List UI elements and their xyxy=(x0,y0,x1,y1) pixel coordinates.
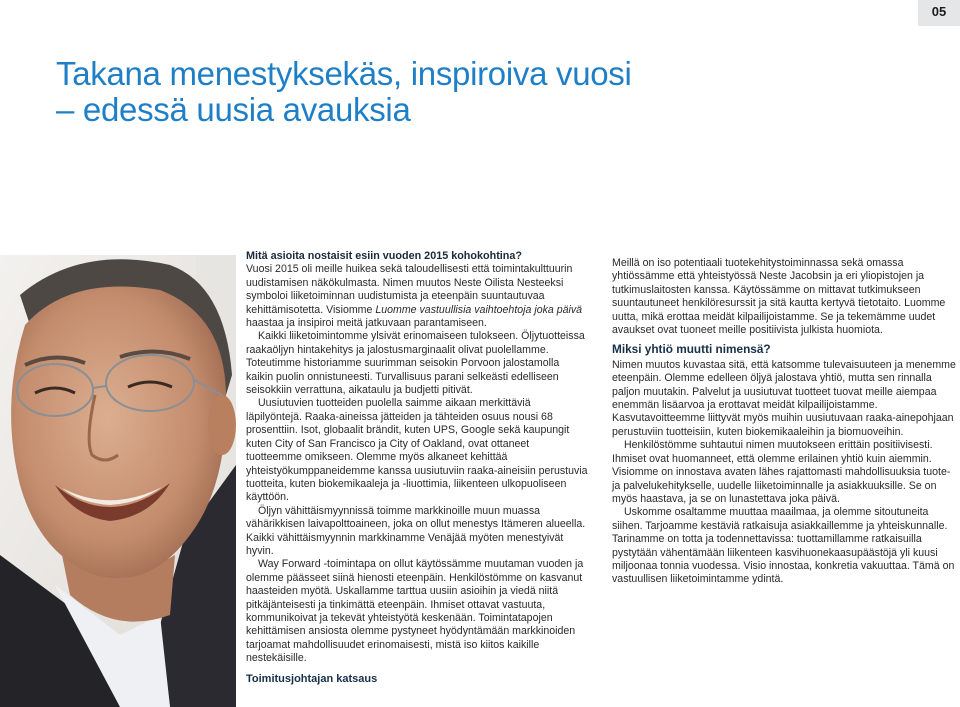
headline-line-2: – edessä uusia avauksia xyxy=(56,91,411,128)
paragraph: Kaikki liiketoimintomme ylsivät erinomaiseen tulokseen. Öljytuotteissa raakaöljyn hintakehitys ja jalostusmarginaalit olivat puolellamme. Toteutimme historiamme suurimman seisokin Porvoon jalostamolla kaikin puolin onnistuneesti. Turvallisuus parani selkeästi edelliseen seisokkiin verrattuna, aikataulu ja budjetti pitivät. xyxy=(246,330,585,397)
page-headline xyxy=(56,56,816,128)
question-heading-1: Mitä asioita nostaisit esiin vuoden 2015 kohokohtina? xyxy=(246,250,522,262)
paragraph: Way Forward -toimintapa on ollut käytössämme muutaman vuoden ja olemme päässeet siinä hienosti eteenpäin. Henkilöstömme on kasvanut haasteiden myötä. Uskallamme tarttua uusiin asioihin ja viedä niitä pitkäjänteisesti ja tinkimättä eteenpäin. Ihmiset ottavat vastuuta, kommunikoivat ja tekevät yhteistyötä keskenään. Toimintatapojen kehittämisen ansiosta olemme pystyneet hyödyntämään markkinoiden tarjoamat mahdollisuudet erinomaisesti, mistä iso kiitos kaikille nestekäisille. xyxy=(246,558,584,665)
paragraph: Nimen muutos kuvastaa sitä, että katsomme tulevaisuuteen ja menemme eteenpäin. Olemme edelleen öljyä jalostava yhtiö, mutta sen rinnalla paljon muutakin. Palvelut ja uusiutuvat tuotteet tuovat meille aiempaa enemmän lisäarvoa ja erottavat meidät kilpailijoistamme. Kasvutavoitteemme liittyvät myös muihin uusiutuvaan raaka-ainepohjaan perustuviin tuotteisiin, kuten biokemikaaleihin ja biomuoveihin. xyxy=(612,358,956,438)
ceo-portrait-image xyxy=(0,255,236,707)
section-footer-title: Toimitusjohtajan katsaus xyxy=(246,673,378,685)
page-number: 05 xyxy=(918,0,960,26)
paragraph: Uskomme osaltamme muuttaa maailmaa, ja olemme sitoutuneita siihen. Tarjoamme kestäviä ratkaisuja asiakkaillemme ja yhteiskunnalle. Tarinamme on totta ja todennettavissa: tuottamillamme ratkaisuilla pystytään vähentämään liikenteen kasvihuonekaasupäästöjä yli kuusi miljoonaa tonnia vuodessa. Visio innostaa, konkretia vakuuttaa. Tämä on vastuullisen liiketoimintamme ydintä. xyxy=(612,506,955,586)
paragraph: Uusiutuvien tuotteiden puolella saimme aikaan merkittäviä läpilyöntejä. Raaka-aineissa jätteiden ja tähteiden osuus nousi 68 prosenttiin. Isot, globaalit brändit, kuten UPS, Google sekä kaupungit kuten City of San Francisco ja City of Oakland, ovat ottaneet tuotteemme omikseen. Olemme myös alkaneet kehittää yhteistyökumppaneidemme kanssa uusiutuviin raaka-aineisiin perustuvia tuotteita, kuten biokemikaaleja ja -liuottimia, liikenteen ulkopuoliseen käyttöön. xyxy=(246,397,588,504)
headline-line-1: Takana menestyksekäs, inspiroiva vuosi xyxy=(56,55,632,92)
question-heading-2: Miksi yhtiö muutti nimensä? xyxy=(612,342,771,357)
interview-column-right xyxy=(612,257,958,587)
vision-statement: Luomme vastuullisia vaihtoehtoja joka päivä xyxy=(375,303,583,316)
paragraph: Meillä on iso potentiaali tuotekehitystoiminnassa sekä omassa yhtiössämme että yhteistyössä Neste Jacobsin ja eri yliopistojen ja tutkimuslaitosten kanssa. Käytössämme on mittavat tutkimukseen suuntautuneet henkilöresurssit ja sitä kautta kertyvä tietotaito. Luomme uutta, mikä erottaa meidät kilpailijoistamme. Se ja tekemämme uudet avaukset ovat tuoneet meille positiivista julkista huomiota. xyxy=(612,257,946,337)
paragraph: Henkilöstömme suhtautui nimen muutokseen erittäin positiivisesti. Ihmiset ovat huomanneet, että olemme erilainen yhtiö kuin aiemmin. Visiomme on innostava avaten lähes rajattomasti mahdollisuuksia tuote- ja palvelukehitykselle, uudelle liiketoiminnalle ja asiakkuuksille. Se on myös haastava, ja se on lunastettava joka päivä. xyxy=(612,439,951,505)
interview-column-left xyxy=(246,250,588,666)
paragraph: Öljyn vähittäismyynnissä toimme markkinoille muun muassa vähärikkisen laivapolttoaineen, joka on ollut menestys Itämeren alueella. Kaikki vähittäismyynnin markkinamme Venäjää myöten menestyivät hyvin. xyxy=(246,504,586,557)
paragraph: Vuosi 2015 oli meille huikea sekä taloudellisesti että toimintakulttuurin uudistamisen näkökulmasta. Nimen muutos Neste Oilista Nesteeksi symboloi liiketoiminnan uudistumista ja eteenpäin suuntautuvaa kehittämisotetta. Visiomme Luomme vastuullisia vaihtoehtoja joka päivä haastaa ja insipiroi meitä jatkuvaan parantamiseen. xyxy=(246,263,583,330)
